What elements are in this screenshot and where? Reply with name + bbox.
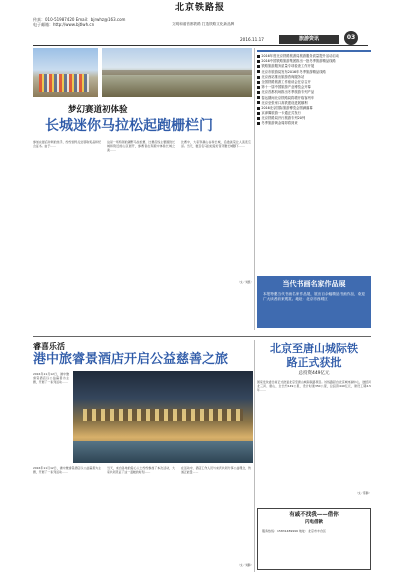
bullet-icon <box>257 107 260 110</box>
story-2-byline: （文／刘静） <box>237 564 253 567</box>
news-item[interactable]: 北京铁路局开行旅游专列20列 <box>257 116 371 121</box>
news-item[interactable]: 第十一届中国旅游产业博览会开幕 <box>257 85 371 90</box>
loan-ad-subtitle: 闪电借款 <box>305 520 323 525</box>
news-item[interactable]: 冬季旅游黄金周即将到来 <box>257 121 371 126</box>
story-1-col-1: 参加完最后冲刺的选手，纷纷到终点处领取奖品和纪念证书。由于…… <box>33 140 101 148</box>
bullet-icon <box>257 81 260 84</box>
page-number: 03 <box>346 34 356 41</box>
story-1 <box>33 48 251 288</box>
story-3-headline-1: 北京至唐山城际铁 <box>270 342 358 355</box>
exhibition-ad-title: 当代书画名家作品展 <box>282 280 346 288</box>
page-number-badge <box>344 31 358 45</box>
story-3-byline: （文／陈静） <box>355 492 371 495</box>
exhibition-ad-text: 本报特邀当代书画名家作品展，展出百余幅精品书画作品，欢迎广大读者前来观赏。地址：北京市西城区 <box>263 292 365 301</box>
bullet-icon <box>257 65 260 68</box>
news-item[interactable]: 北京西站推出旅游咨询服务站 <box>257 75 371 80</box>
story-2-hotel-photo <box>73 371 253 463</box>
story-2-kicker: 睿喜乐活 <box>33 341 65 351</box>
news-list <box>257 50 371 272</box>
story-1-wall-photo <box>102 48 252 97</box>
masthead-rule <box>33 45 368 46</box>
news-item[interactable]: 全国铁路旅游工作座谈会在京召开 <box>257 80 371 85</box>
exhibition-ad[interactable] <box>257 276 371 328</box>
story-3-headline-2: 路正式获批 <box>286 356 342 369</box>
story-2-col-1b: 2016年11月12日，港中旅睿景酒店以公益慈善为主题，开展了一系列活动…… <box>33 466 101 474</box>
masthead-logo <box>150 3 250 13</box>
news-item[interactable]: 北京至张家口高铁建设进展顺利 <box>257 101 371 106</box>
bullet-icon <box>257 122 260 125</box>
news-item[interactable]: 北京市旅游局发布2016年冬季旅游精品线路 <box>257 70 371 75</box>
hotel-pool <box>73 441 253 463</box>
story-1-kicker: 梦幻赛道初体验 <box>68 105 128 115</box>
news-item[interactable]: 2016中国铁路旅游集团推出一批冬季旅游精品线路 <box>257 59 371 64</box>
wall-silhouette <box>102 70 252 75</box>
masthead-slogan: 文明和谐首都铁路 打造铁路文化新品牌 <box>172 22 235 26</box>
story-2 <box>33 340 251 572</box>
bullet-icon <box>257 86 260 89</box>
section-name: 旅游资讯 <box>298 36 319 42</box>
loan-ad-text: 服务热线：15831489996 地址：北京市丰台区 <box>262 529 326 533</box>
story-2-col-3: 在活动中，酒店工作人员与来宾共同分享公益理念，传递正能量…… <box>181 466 251 474</box>
story-2-col-2: 当天，来自各地的爱心人士纷纷参加了本次活动，大家共同见证了这一温暖的时刻…… <box>107 466 175 474</box>
bullet-icon <box>257 101 260 104</box>
contact-line-2: 电子邮箱：http://www.bjtlwh.cn <box>33 22 95 27</box>
story-1-col-2: 这是一场特别的越野马拉松赛，比赛沿线主要围绕长城和附近的山区展开，参赛者在奔跑中体验长城之美…… <box>107 140 175 152</box>
section-divider <box>33 336 371 337</box>
story-1-col-3: 比赛中，大家穿越山谷和长城，沿途美景让人流连忘返。当天，数百名马拉松爱好者齐聚长城脚下…… <box>181 140 251 148</box>
bullet-icon <box>257 96 260 99</box>
story-3-subhead: 总投资449亿元 <box>298 371 330 376</box>
story-1-photo <box>33 48 98 97</box>
hotel-lights <box>83 409 243 421</box>
news-item[interactable]: 春运期间北京铁路局将增开临客列车 <box>257 96 371 101</box>
paper-name: 北京铁路报 <box>174 3 225 13</box>
news-item[interactable]: 北京首都机场推出冬季旅游专列产品 <box>257 90 371 95</box>
news-item[interactable]: 2016北京国际旅游博览会圆满落幕 <box>257 106 371 111</box>
loan-ad[interactable] <box>257 508 371 570</box>
bullet-icon <box>257 60 260 63</box>
story-2-col-1: 2016年11月12日，港中旅睿景酒店以公益慈善为主题，开展了一系列活动…… <box>33 372 69 384</box>
news-item[interactable]: 京津冀旅游一卡通正式发行 <box>257 111 371 116</box>
bullet-icon <box>257 70 260 73</box>
news-item[interactable]: 铁路旅游服务质量专项检查工作开展 <box>257 64 371 69</box>
photo-crowd <box>39 74 89 92</box>
story-1-byline: （文／刘凯） <box>237 281 253 284</box>
bullet-icon <box>257 112 260 115</box>
news-list-top-rule <box>257 50 371 52</box>
column-rule <box>254 48 255 330</box>
section-label <box>279 35 339 44</box>
masthead <box>0 0 400 44</box>
story-3-body: 国家发改委日前正式批复北京至唐山城际铁路项目。该线路起自北京城市副中心，途经河北三河、唐山，全长约149公里，设计时速350公里，总投资449亿元，建设工期4.5年…… <box>257 380 371 392</box>
story-1-headline: 长城迷你马拉松起跑栅栏门 <box>45 118 213 134</box>
loan-ad-title: 有戚不找我——借你 <box>289 512 339 518</box>
news-list-items <box>257 54 371 127</box>
news-item[interactable]: 2016年度北京铁路旅游局旅游服务质量提升活动启动 <box>257 54 371 59</box>
bullet-icon <box>257 117 260 120</box>
story-2-headline: 港中旅睿景酒店开启公益慈善之旅 <box>33 352 229 367</box>
bullet-icon <box>257 76 260 79</box>
story-3 <box>257 340 371 505</box>
bullet-icon <box>257 55 260 58</box>
column-rule <box>254 340 255 572</box>
contact-line-1: 传真：010-51987420 Email：bjrwhz@163.com <box>33 17 126 22</box>
issue-date: 2016.11.17 <box>240 37 264 42</box>
bullet-icon <box>257 91 260 94</box>
